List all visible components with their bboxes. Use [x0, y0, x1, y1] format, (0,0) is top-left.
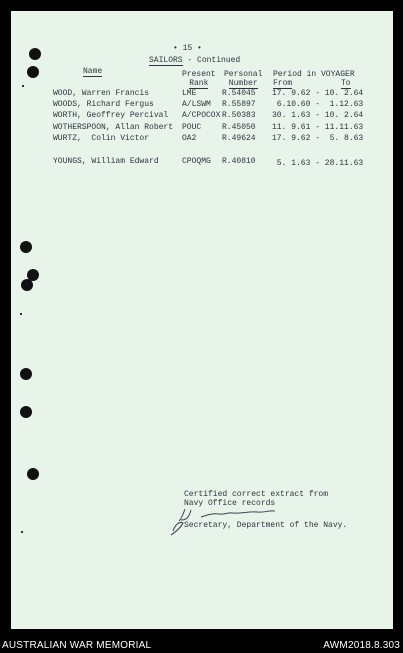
punch-hole: [27, 66, 39, 78]
row-number: R.50383: [222, 111, 256, 120]
header-number: [224, 70, 262, 89]
certification-line1: Certified correct extract from: [184, 490, 329, 499]
row-period: 5. 1.63 - 28.11.63: [272, 159, 364, 168]
row-number: R.55897: [222, 100, 256, 109]
section-title: [149, 56, 240, 65]
row-number: R.40810: [222, 157, 256, 166]
header-from: From: [273, 79, 293, 88]
header-number-line1: Personal: [224, 70, 263, 79]
header-period: Period in VOYAGER: [273, 70, 355, 79]
row-period: 6.10.60 - 1.12.63: [272, 100, 364, 109]
row-period: 11. 9.61 - 11.11.63: [272, 123, 364, 132]
row-name: WOOD, Warren Francis: [53, 89, 150, 98]
signature-stroke: [179, 509, 191, 521]
archive-footer: [0, 629, 403, 653]
certification-line2: Navy Office records: [184, 499, 276, 508]
punch-hole: [21, 279, 33, 291]
punch-hole: [20, 406, 32, 418]
row-rank: A/LSWM: [182, 100, 211, 109]
header-to: To: [341, 79, 351, 88]
row-period: 30. 1.63 - 10. 2.64: [272, 111, 364, 120]
row-name: WURTZ, Colin Victor: [53, 134, 150, 143]
footer-accession-number: AWM2018.8.303: [323, 640, 400, 651]
row-number: R.45050: [222, 123, 256, 132]
signature-stroke: [201, 511, 275, 517]
row-name: WORTH, Geoffrey Percival: [53, 111, 169, 120]
row-rank: A/CPOCOX: [182, 111, 221, 120]
header-rank: [182, 70, 216, 89]
row-number: R.54045: [222, 89, 256, 98]
row-name: WOTHERSPOON, Allan Robert: [53, 123, 174, 132]
signature-stroke: [171, 522, 183, 535]
header-rank-line2: Rank: [189, 79, 209, 88]
row-rank: POUC: [182, 123, 202, 132]
punch-hole: [20, 368, 32, 380]
paper-speck: [21, 531, 23, 533]
row-rank: LME: [182, 89, 197, 98]
row-name: WOODS, Richard Fergus: [53, 100, 154, 109]
page-number: • 15 •: [173, 44, 202, 53]
punch-hole: [29, 48, 41, 60]
row-rank: OA2: [182, 134, 197, 143]
punch-hole: [20, 241, 32, 253]
header-rank-line1: Present: [182, 70, 216, 79]
row-period: 17. 9.62 - 5. 8.63: [272, 134, 364, 143]
row-rank: CPOQMG: [182, 157, 211, 166]
row-period: 17. 9.62 - 10. 2.64: [272, 89, 364, 98]
section-title-text: SAILORS: [149, 56, 183, 65]
punch-hole: [27, 468, 39, 480]
header-number-line2: Number: [228, 79, 258, 88]
footer-institution: AUSTRALIAN WAR MEMORIAL: [2, 640, 152, 651]
row-name: YOUNGS, William Edward: [53, 157, 159, 166]
paper-speck: [22, 85, 24, 87]
signatory-title: Secretary, Department of the Navy.: [184, 521, 348, 530]
header-name: Name: [83, 67, 103, 76]
row-number: R.49624: [222, 134, 256, 143]
section-title-suffix: - Continued: [182, 56, 241, 65]
paper-speck: [20, 313, 22, 315]
document-page: [11, 11, 393, 629]
